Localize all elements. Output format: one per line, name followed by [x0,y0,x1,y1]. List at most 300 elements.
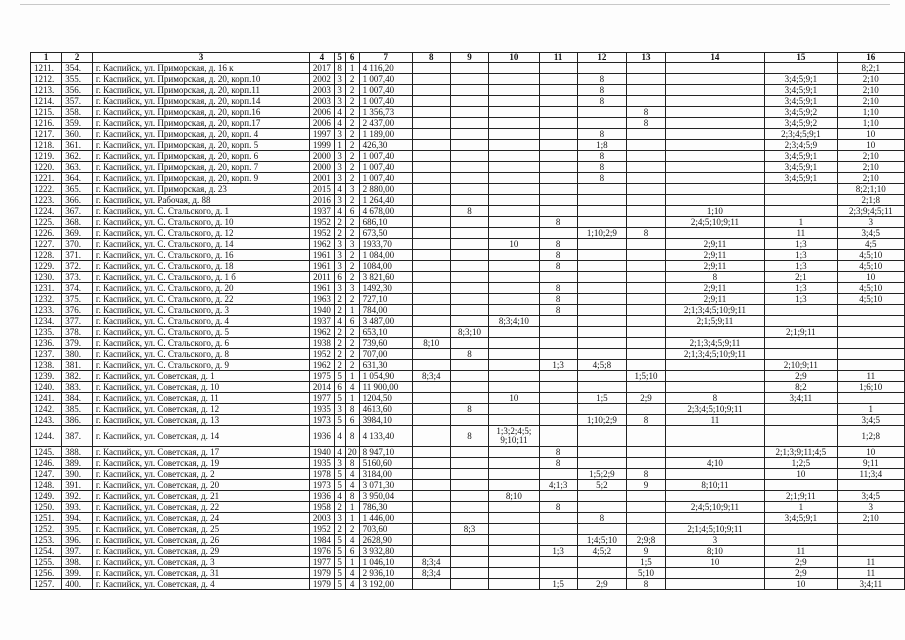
cell-col-8: 8;3;4 [412,371,450,382]
cell-address: г. Каспийск, ул. Советская, д. 25 [92,524,309,535]
cell-row-number: 1230. [31,272,62,283]
cell-col-8 [412,195,450,206]
cell-item-number: 362. [62,151,93,162]
cell-entrances: 2 [345,129,359,140]
cell-area: 1 446,00 [359,513,412,524]
cell-col-11: 8 [539,283,577,294]
cell-row-number: 1213. [31,85,62,96]
cell-col-9 [450,557,488,568]
cell-col-13: 2;9;8 [627,535,665,546]
cell-floors: 3 [334,151,345,162]
cell-col-8 [412,316,450,327]
cell-col-11 [539,173,577,184]
cell-col-15 [765,316,838,327]
cell-col-14 [665,382,764,393]
cell-year: 2006 [310,107,335,118]
cell-col-16 [837,524,904,535]
cell-col-8 [412,524,450,535]
cell-address: г. Каспийск, ул. С. Стальского, д. 12 [92,228,309,239]
cell-year: 1973 [310,480,335,491]
cell-row-number: 1248. [31,480,62,491]
cell-col-15: 2;1;3;9;11;4;5 [765,447,838,458]
cell-col-15: 2;1;9;11 [765,327,838,338]
cell-col-10 [489,513,539,524]
cell-col-14: 2;1;3;4;5;9;11 [665,338,764,349]
cell-col-14: 11 [665,415,764,426]
cell-col-15 [765,349,838,360]
table-row [31,206,905,217]
cell-area: 1933,70 [359,239,412,250]
table-row [31,568,905,579]
cell-col-11 [539,557,577,568]
cell-year: 2001 [310,173,335,184]
cell-entrances: 1 [345,557,359,568]
cell-entrances: 2 [345,96,359,107]
cell-row-number: 1240. [31,382,62,393]
cell-col-12: 1;5 [577,393,627,404]
cell-entrances: 2 [345,250,359,261]
cell-col-12: 8 [577,173,627,184]
cell-col-8 [412,239,450,250]
cell-entrances: 2 [345,360,359,371]
cell-col-12 [577,568,627,579]
cell-item-number: 369. [62,228,93,239]
table-row [31,360,905,371]
cell-col-16: 3 [837,502,904,513]
cell-col-8 [412,283,450,294]
cell-col-9 [450,250,488,261]
cell-floors: 5 [334,469,345,480]
cell-col-12: 1;8 [577,140,627,151]
cell-col-15: 2;9 [765,557,838,568]
cell-row-number: 1247. [31,469,62,480]
cell-col-11: 4;1;3 [539,480,577,491]
cell-year: 1961 [310,283,335,294]
cell-col-13 [627,151,665,162]
cell-floors: 2 [334,360,345,371]
cell-entrances: 2 [345,151,359,162]
cell-address: г. Каспийск, ул. Советская, д. 19 [92,458,309,469]
cell-col-10 [489,162,539,173]
cell-col-16: 11 [837,557,904,568]
cell-col-9: 8 [450,404,488,415]
cell-year: 1937 [310,206,335,217]
cell-row-number: 1228. [31,250,62,261]
table-row [31,261,905,272]
cell-address: г. Каспийск, ул. Советская, д. 2 [92,469,309,480]
cell-col-11: 8 [539,305,577,316]
cell-item-number: 357. [62,96,93,107]
table-row [31,393,905,404]
cell-col-10: 10 [489,239,539,250]
cell-col-12: 8 [577,129,627,140]
cell-year: 2003 [310,513,335,524]
cell-col-13 [627,85,665,96]
cell-col-15 [765,480,838,491]
cell-col-12 [577,294,627,305]
cell-row-number: 1226. [31,228,62,239]
table-row [31,502,905,513]
cell-floors: 5 [334,393,345,404]
cell-year: 1936 [310,426,335,447]
cell-col-8 [412,96,450,107]
cell-col-9 [450,261,488,272]
cell-floors: 2 [334,349,345,360]
cell-col-14: 2;1;3;4;5;10;9;11 [665,349,764,360]
cell-col-11 [539,162,577,173]
table-row [31,524,905,535]
cell-col-11: 8 [539,447,577,458]
table-body [31,63,905,590]
cell-col-13 [627,513,665,524]
cell-col-12: 8 [577,513,627,524]
cell-col-13 [627,502,665,513]
cell-area: 3 487,00 [359,316,412,327]
cell-col-14: 2;9;11 [665,261,764,272]
cell-area: 1 264,40 [359,195,412,206]
table-row [31,557,905,568]
cell-area: 4613,60 [359,404,412,415]
cell-year: 1958 [310,502,335,513]
cell-row-number: 1255. [31,557,62,568]
cell-row-number: 1256. [31,568,62,579]
cell-floors: 2 [334,338,345,349]
cell-col-11: 1;3 [539,360,577,371]
cell-floors: 2 [334,327,345,338]
cell-floors: 6 [334,272,345,283]
cell-col-14: 1;10 [665,206,764,217]
cell-col-15: 10 [765,469,838,480]
cell-entrances: 2 [345,85,359,96]
table-row [31,305,905,316]
cell-col-11: 1;5 [539,579,577,590]
cell-area: 8 947,10 [359,447,412,458]
cell-year: 1984 [310,535,335,546]
cell-year: 2015 [310,184,335,195]
cell-year: 1997 [310,129,335,140]
cell-col-8 [412,513,450,524]
cell-year: 1961 [310,250,335,261]
cell-col-16: 1;6;10 [837,382,904,393]
cell-col-14 [665,74,764,85]
cell-col-16: 3 [837,217,904,228]
cell-col-11 [539,195,577,206]
cell-year: 1978 [310,469,335,480]
cell-col-13 [627,294,665,305]
cell-address: г. Каспийск, ул. С. Стальского, д. 10 [92,217,309,228]
cell-year: 1975 [310,371,335,382]
cell-col-8 [412,491,450,502]
cell-col-14 [665,327,764,338]
cell-row-number: 1239. [31,371,62,382]
cell-col-16: 3;4;5 [837,228,904,239]
cell-col-16: 10 [837,140,904,151]
cell-col-16 [837,305,904,316]
cell-col-14: 2;9;11 [665,294,764,305]
cell-col-10 [489,535,539,546]
cell-item-number: 396. [62,535,93,546]
cell-col-8 [412,85,450,96]
cell-col-13 [627,195,665,206]
cell-entrances: 4 [345,469,359,480]
cell-col-9 [450,272,488,283]
table-row [31,349,905,360]
cell-col-15: 8;2 [765,382,838,393]
cell-col-14 [665,151,764,162]
table-row [31,327,905,338]
cell-col-11: 8 [539,502,577,513]
cell-area: 2 936,10 [359,568,412,579]
cell-floors: 2 [334,502,345,513]
cell-col-10 [489,327,539,338]
cell-col-10 [489,206,539,217]
cell-address: г. Каспийск, ул. Приморская, д. 20, корп.11 [92,85,309,96]
cell-col-15: 2;9 [765,568,838,579]
cell-row-number: 1231. [31,283,62,294]
cell-col-9 [450,502,488,513]
cell-area: 3184,00 [359,469,412,480]
cell-col-13 [627,283,665,294]
table-row [31,447,905,458]
cell-col-16 [837,360,904,371]
cell-area: 426,30 [359,140,412,151]
cell-area: 3 071,30 [359,480,412,491]
cell-entrances: 2 [345,524,359,535]
cell-entrances: 6 [345,316,359,327]
cell-col-8 [412,151,450,162]
cell-col-12 [577,524,627,535]
cell-area: 3984,10 [359,415,412,426]
cell-year: 2000 [310,162,335,173]
cell-col-12: 1;4;5;10 [577,535,627,546]
cell-area: 739,60 [359,338,412,349]
cell-row-number: 1241. [31,393,62,404]
cell-col-9 [450,63,488,74]
cell-col-10 [489,261,539,272]
cell-entrances: 2 [345,162,359,173]
cell-address: г. Каспийск, ул. Советская, д. 24 [92,513,309,524]
cell-area: 1 084,00 [359,250,412,261]
cell-area: 2 437,00 [359,118,412,129]
cell-col-13: 8 [627,469,665,480]
cell-item-number: 371. [62,250,93,261]
cell-col-9: 8;3 [450,524,488,535]
cell-col-8 [412,74,450,85]
cell-col-9 [450,382,488,393]
cell-col-12: 1;10;2;9 [577,228,627,239]
cell-col-9 [450,228,488,239]
cell-year: 1940 [310,447,335,458]
cell-row-number: 1224. [31,206,62,217]
cell-row-number: 1233. [31,305,62,316]
cell-year: 1938 [310,338,335,349]
cell-col-12 [577,206,627,217]
cell-area: 1 007,40 [359,96,412,107]
cell-item-number: 375. [62,294,93,305]
cell-floors: 3 [334,239,345,250]
cell-item-number: 388. [62,447,93,458]
cell-col-9 [450,74,488,85]
cell-col-8 [412,129,450,140]
cell-area: 4 133,40 [359,426,412,447]
cell-col-10 [489,568,539,579]
cell-col-9 [450,480,488,491]
table-row [31,513,905,524]
cell-col-11 [539,382,577,393]
cell-col-12 [577,338,627,349]
cell-address: г. Каспийск, ул. С. Стальского, д. 1 б [92,272,309,283]
cell-floors: 4 [334,206,345,217]
cell-entrances: 1 [345,502,359,513]
cell-col-11: 8 [539,294,577,305]
cell-col-16: 1 [837,404,904,415]
cell-col-9: 8 [450,426,488,447]
cell-floors: 3 [334,195,345,206]
cell-row-number: 1254. [31,546,62,557]
cell-row-number: 1245. [31,447,62,458]
cell-col-9 [450,283,488,294]
cell-col-13 [627,447,665,458]
cell-col-9 [450,184,488,195]
cell-col-8 [412,458,450,469]
cell-year: 1937 [310,316,335,327]
cell-col-16: 9;11 [837,458,904,469]
cell-item-number: 365. [62,184,93,195]
cell-col-15: 2;1 [765,272,838,283]
cell-address: г. Каспийск, ул. Советская, д. 21 [92,491,309,502]
cell-col-13 [627,173,665,184]
cell-col-15: 1;3 [765,261,838,272]
cell-entrances: 2 [345,327,359,338]
cell-col-12 [577,404,627,415]
cell-col-10 [489,305,539,316]
cell-col-14 [665,228,764,239]
cell-col-13: 8 [627,107,665,118]
cell-col-15: 2;3;4;5;9 [765,140,838,151]
cell-col-8 [412,272,450,283]
cell-row-number: 1244. [31,426,62,447]
column-header-12: 12 [577,53,627,63]
cell-col-15: 3;4;5;9;2 [765,118,838,129]
cell-year: 1935 [310,458,335,469]
cell-address: г. Каспийск, ул. С. Стальского, д. 18 [92,261,309,272]
cell-col-9: 8 [450,349,488,360]
cell-col-14 [665,162,764,173]
cell-col-16: 3;4;5 [837,491,904,502]
cell-col-9 [450,140,488,151]
cell-floors: 4 [334,491,345,502]
cell-area: 631,30 [359,360,412,371]
cell-address: г. Каспийск, ул. Советская, д. 13 [92,415,309,426]
cell-col-13: 8 [627,228,665,239]
cell-col-16: 2;10 [837,513,904,524]
cell-address: г. Каспийск, ул. Приморская, д. 20, корп.17 [92,118,309,129]
cell-col-8 [412,228,450,239]
cell-item-number: 385. [62,404,93,415]
cell-year: 1999 [310,140,335,151]
cell-item-number: 380. [62,349,93,360]
cell-col-8 [412,294,450,305]
cell-floors: 3 [334,250,345,261]
cell-col-9 [450,151,488,162]
cell-floors: 2 [334,294,345,305]
cell-col-15: 3;4;5;9;1 [765,513,838,524]
cell-col-14: 2;1;5;9;11 [665,316,764,327]
cell-col-10 [489,524,539,535]
cell-col-14: 2;9;11 [665,239,764,250]
table-row [31,469,905,480]
cell-col-14: 8 [665,272,764,283]
cell-col-8 [412,502,450,513]
cell-entrances: 6 [345,415,359,426]
cell-entrances: 1 [345,63,359,74]
table-row [31,184,905,195]
cell-col-12 [577,107,627,118]
cell-entrances: 2 [345,74,359,85]
cell-col-11 [539,469,577,480]
cell-col-11 [539,228,577,239]
cell-col-15: 3;4;5;9;1 [765,162,838,173]
cell-floors: 3 [334,96,345,107]
cell-row-number: 1212. [31,74,62,85]
cell-col-14: 8 [665,393,764,404]
cell-floors: 3 [334,513,345,524]
cell-col-11: 8 [539,458,577,469]
cell-col-14 [665,129,764,140]
cell-address: г. Каспийск, ул. Советская, д. 29 [92,546,309,557]
cell-col-9 [450,371,488,382]
cell-row-number: 1219. [31,151,62,162]
cell-col-11 [539,107,577,118]
cell-entrances: 2 [345,294,359,305]
cell-item-number: 360. [62,129,93,140]
table-row [31,151,905,162]
cell-col-16 [837,480,904,491]
cell-year: 1940 [310,305,335,316]
cell-floors: 5 [334,579,345,590]
cell-col-16: 4;5;10 [837,261,904,272]
cell-col-13: 5;10 [627,568,665,579]
cell-col-16: 8;2;1;10 [837,184,904,195]
cell-col-11 [539,415,577,426]
cell-col-14 [665,184,764,195]
cell-area: 1084,00 [359,261,412,272]
cell-col-9 [450,173,488,184]
cell-col-9 [450,162,488,173]
cell-col-11: 8 [539,261,577,272]
cell-col-9 [450,96,488,107]
cell-col-10 [489,272,539,283]
cell-col-13 [627,404,665,415]
cell-col-14: 2;1;3;4;5;10;9;11 [665,305,764,316]
cell-col-9 [450,579,488,590]
cell-col-16: 11 [837,371,904,382]
cell-col-16: 1;2;8 [837,426,904,447]
cell-col-13 [627,491,665,502]
cell-floors: 4 [334,316,345,327]
cell-floors: 2 [334,305,345,316]
cell-area: 786,30 [359,502,412,513]
cell-col-11 [539,316,577,327]
cell-col-9 [450,491,488,502]
cell-col-16: 1;10 [837,107,904,118]
cell-item-number: 387. [62,426,93,447]
cell-item-number: 398. [62,557,93,568]
cell-col-15 [765,426,838,447]
cell-col-8 [412,360,450,371]
cell-col-12: 8 [577,74,627,85]
cell-area: 4 678,00 [359,206,412,217]
